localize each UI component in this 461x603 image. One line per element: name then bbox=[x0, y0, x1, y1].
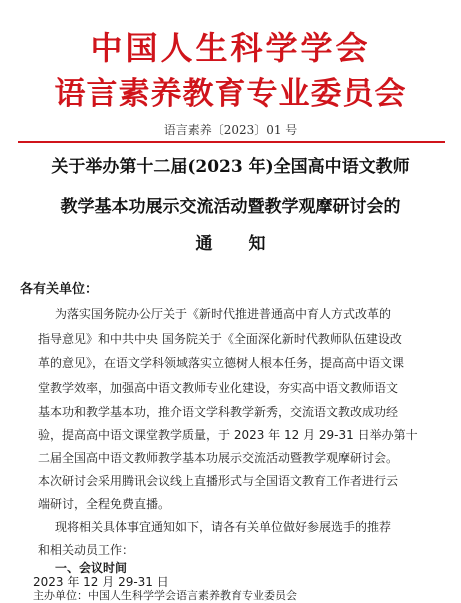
body-line: 和相关动员工作： bbox=[38, 543, 135, 557]
document-number: 语言素养〔2023〕01 号 bbox=[163, 123, 298, 137]
body-line: 基本功和教学基本功，推介语文学科教学新秀，交流语文教改成功经 bbox=[38, 405, 399, 419]
body-line: 指导意见》和中共中央 国务院关于《全面深化新时代教师队伍建设改 bbox=[38, 332, 402, 346]
body-line: 本次研讨会采用腾讯会议线上直播形式与全国语文教育工作者进行云 bbox=[38, 474, 399, 488]
section-heading-meeting-time: 一、会议时间 bbox=[55, 561, 128, 575]
body-line: 革的意见》，在语文学科领域落实立德树人根本任务，提高高中语文课 bbox=[38, 356, 405, 370]
host-label: 主办单位： bbox=[33, 589, 88, 602]
body-line: 验，提高高中语文课堂教学质量，于 2023 年 12 月 29-31 日举办第十 bbox=[38, 428, 418, 442]
org-name-line1: 中国人生科学学会 bbox=[90, 29, 371, 67]
host-value: 中国人生科学学会语言素养教育专业委员会 bbox=[88, 589, 297, 602]
org-name-line2: 语言素养教育专业委员会 bbox=[54, 76, 407, 112]
title-line3: 通知 bbox=[195, 234, 302, 254]
meeting-date: 2023 年 12 月 29-31 日 bbox=[33, 575, 169, 589]
salutation: 各有关单位： bbox=[20, 282, 99, 297]
body-line: 为落实国务院办公厅关于《新时代推进普通高中育人方式改革的 bbox=[55, 307, 392, 321]
body-line: 端研讨，全程免费直播。 bbox=[38, 497, 171, 511]
body-line: 堂教学效率，加强高中语文教师专业化建设，夯实高中语文教师语文 bbox=[38, 381, 399, 395]
body-line: 二届全国高中语文教师教学基本功展示交流活动暨教学观摩研讨会。 bbox=[38, 451, 399, 465]
title-line1: 关于举办第十二届(2023 年)全国高中语文教师 bbox=[51, 157, 410, 177]
title-line2: 教学基本功展示交流活动暨教学观摩研讨会的 bbox=[60, 197, 401, 217]
body-line: 现将相关具体事宜通知如下，请各有关单位做好参展选手的推荐 bbox=[55, 520, 392, 534]
